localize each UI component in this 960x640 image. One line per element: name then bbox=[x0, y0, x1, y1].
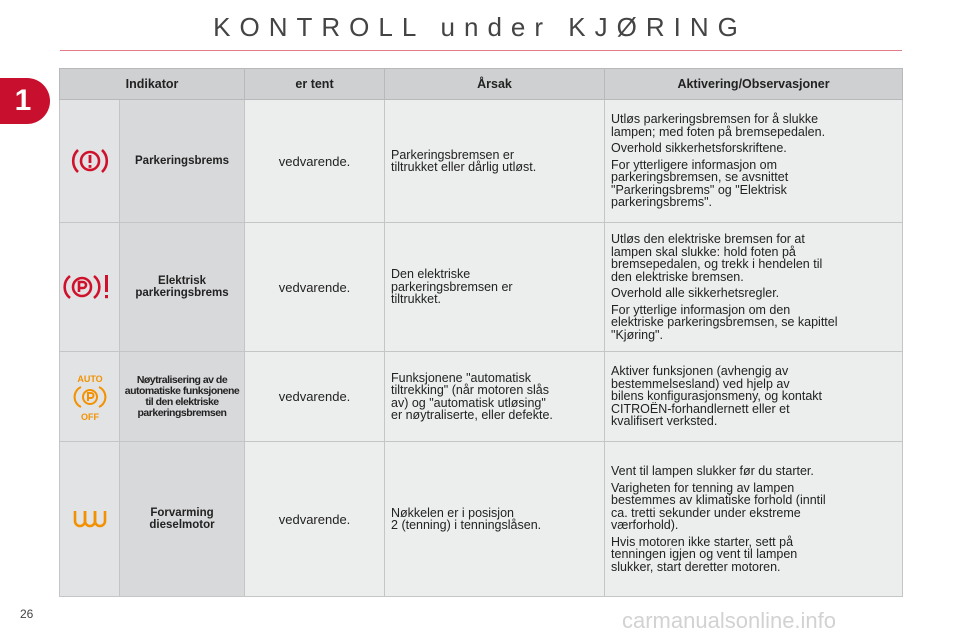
cause-text: Den elektriske parkeringsbremsen er tiltrukket. bbox=[385, 223, 605, 352]
diesel-preheat-icon bbox=[61, 507, 118, 531]
lit-status: vedvarende. bbox=[245, 223, 385, 352]
column-header-observations: Aktivering/Observasjoner bbox=[605, 69, 903, 100]
auto-parking-brake-off-icon bbox=[61, 373, 118, 421]
observation-text: Aktiver funksjonen (avhengig av bestemmelsesland) ved hjelp av bilens konfigurasjonsmeny, og kontakt CITROËN-forhandlernett eller et kvalifisert verksted. bbox=[605, 352, 903, 442]
column-header-indicator: Indikator bbox=[60, 69, 245, 100]
table-row bbox=[60, 223, 903, 352]
parking-brake-warning-icon bbox=[61, 145, 118, 177]
watermark-link[interactable]: carmanualsonline.info bbox=[622, 608, 837, 633]
chapter-tab: 1 bbox=[0, 78, 50, 124]
svg-text:OFF: OFF bbox=[80, 411, 99, 421]
indicator-name: Nøytralisering av de automatiske funksjonene til den elektriske parkeringsbremsen bbox=[120, 352, 245, 442]
cause-text: Funksjonene "automatisk tiltrekking" (når motoren slås av) og "automatisk utløsing" er nøytraliserte, eller defekte. bbox=[385, 352, 605, 442]
lit-status: vedvarende. bbox=[245, 442, 385, 597]
lit-status: vedvarende. bbox=[245, 352, 385, 442]
observation-text: Vent til lampen slukker før du starter. Varigheten for tenning av lampen bestemmes av klimatiske forhold (inntil ca. tretti sekunder under ekstreme værforhold). Hvis motoren ikke starter, sett på tenningen igjen og vent til lampen slukker, start deretter motoren. bbox=[605, 442, 903, 597]
observation-text: Utløs den elektriske bremsen for at lampen skal slukke: hold foten på bremsepedalen, og trekk i hendelen til den elektriske bremsen. Overhold alle sikkerhetsregler. For ytterlige informasjon om den elektriske parkeringsbremsen, se kapittel "Kjøring". bbox=[605, 223, 903, 352]
table-row bbox=[60, 352, 903, 442]
lit-status: vedvarende. bbox=[245, 100, 385, 223]
electric-parking-brake-icon bbox=[61, 270, 118, 304]
indicator-name: Elektrisk parkeringsbrems bbox=[120, 223, 245, 352]
indicator-name: Forvarming dieselmotor bbox=[120, 442, 245, 597]
table-row bbox=[60, 100, 903, 223]
table-row bbox=[60, 442, 903, 597]
cause-text: Nøkkelen er i posisjon 2 (tenning) i tenningslåsen. bbox=[385, 442, 605, 597]
observation-text: Utløs parkeringsbremsen for å slukke lampen; med foten på bremsepedalen. Overhold sikkerhetsforskriftene. For ytterligere informasjon om parkeringsbremsen, se avsnittet "Parkeringsbrems" og "Elektrisk parkeringsbrems". bbox=[605, 100, 903, 223]
column-header-lit: er tent bbox=[245, 69, 385, 100]
cause-text: Parkeringsbremsen er tiltrukket eller dårlig utløst. bbox=[385, 100, 605, 223]
title-divider bbox=[60, 50, 902, 51]
indicator-table bbox=[59, 68, 903, 597]
column-header-cause: Årsak bbox=[385, 69, 605, 100]
indicator-name: Parkeringsbrems bbox=[120, 100, 245, 223]
page-title: KONTROLL under KJØRING bbox=[213, 12, 747, 42]
page-number: 26 bbox=[20, 607, 34, 621]
table-header-row bbox=[60, 69, 903, 100]
svg-text:AUTO: AUTO bbox=[76, 373, 103, 384]
